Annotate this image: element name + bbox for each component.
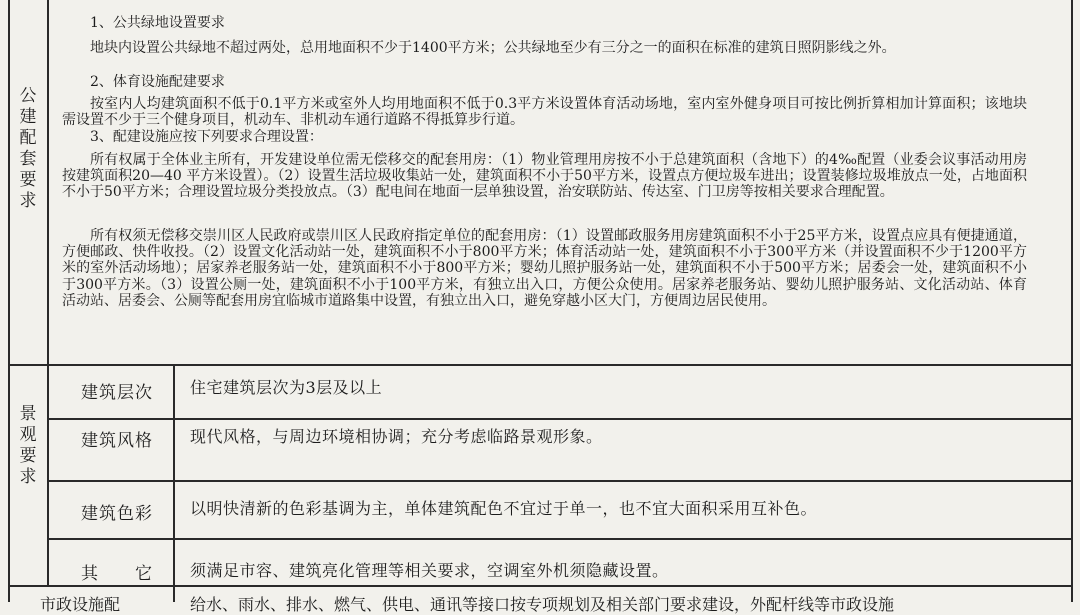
row-divider-1 [47, 418, 1073, 420]
row-label-building-color: 建筑色彩 [81, 504, 153, 524]
paragraph-owner-facilities: 所有权属于全体业主所有，开发建设单位需无偿移交的配套用房：（1）物业管理用房按不小于总建筑面积（含地下）的4‰配置（业委会议事活动用房按建筑面积20—40 平方米设置）。（2）设置生活垃圾收集站一处，建筑面积不小于50平方米，设置点方便垃圾车进出；设置装修垃圾堆放点一处，占地面积不小于50平方米；合理设置垃圾分类投放点。（3）配电间在地面一层单独设置，治安联防站、传达室、门卫房等按相关要求合理配置。 [62, 152, 1028, 201]
cutoff-row-label: 市政设施配 [40, 595, 121, 614]
section-divider-public-landscape [8, 364, 1073, 366]
paragraph-facilities-title: 3、配建设施应按下列要求合理设置： [90, 129, 323, 145]
paragraph-green-space-body: 地块内设置公共绿地不超过两处，总用地面积不少于1400平方米；公共绿地至少有三分之一的面积在标准的建筑日照阴影线之外。 [90, 40, 896, 56]
label-column-divider [173, 364, 175, 602]
header-column-divider [47, 0, 49, 585]
paragraph-green-space-title: 1、公共绿地设置要求 [90, 15, 225, 31]
row-divider-2 [47, 480, 1073, 482]
row-text-other: 须满足市容、建筑亮化管理等相关要求，空调室外机须隐藏设置。 [190, 561, 669, 580]
paragraph-sports-title: 2、体育设施配建要求 [90, 74, 225, 90]
section-divider-bottom [8, 585, 1073, 587]
landscape-header: 景观要求 [19, 404, 37, 487]
paragraph-sports-body: 按室内人均建筑面积不低于0.1平方米或室外人均用地面积不低于0.3平方米设置体育活动场地，室内室外健身项目可按比例折算相加计算面积；该地块需设置不少于三个健身项目，机动车、非机动车通行道路不得抵算步行道。 [62, 96, 1027, 129]
table-border-right [1071, 0, 1073, 602]
public-facility-header: 公建配套要求 [19, 86, 37, 211]
row-text-building-height: 住宅建筑层次为3层及以上 [190, 378, 383, 397]
row-label-building-height: 建筑层次 [81, 383, 153, 403]
row-divider-3 [47, 538, 1073, 540]
row-text-building-color: 以明快清新的色彩基调为主，单体建筑配色不宜过于单一，也不宜大面积采用互补色。 [190, 499, 818, 518]
cutoff-row-text: 给水、雨水、排水、燃气、供电、通讯等接口按专项规划及相关部门要求建设，外配杆线等市政设施 [190, 595, 895, 614]
row-label-other: 其 它 [81, 564, 153, 584]
table-border-left [8, 0, 10, 602]
paragraph-government-facilities: 所有权须无偿移交崇川区人民政府或崇川区人民政府指定单位的配套用房：（1）设置邮政服务用房建筑面积不小于25平方米，设置点应具有便捷通道，方便邮政、快件收投。（2）设置文化活动站一处，建筑面积不小于800平方米；体育活动站一处，建筑面积不小于300平方米（并设置面积不少于1200平方米的室外活动场地）；居家养老服务站一处，建筑面积不小于800平方米；婴幼儿照护服务站一处，建筑面积不小于500平方米；居委会一处，建筑面积不小于300平方米。（3）设置公厕一处，建筑面积不小于100平方米，有独立出入口，方便公众使用。居家养老服务站、婴幼儿照护服务站、文化活动站、体育活动站、居委会、公厕等配套用房宜临城市道路集中设置，有独立出入口，避免穿越小区大门，方便周边居民使用。 [62, 228, 1027, 309]
row-text-building-style: 现代风格，与周边环境相协调；充分考虑临路景观形象。 [190, 427, 603, 446]
row-label-building-style: 建筑风格 [81, 431, 153, 451]
